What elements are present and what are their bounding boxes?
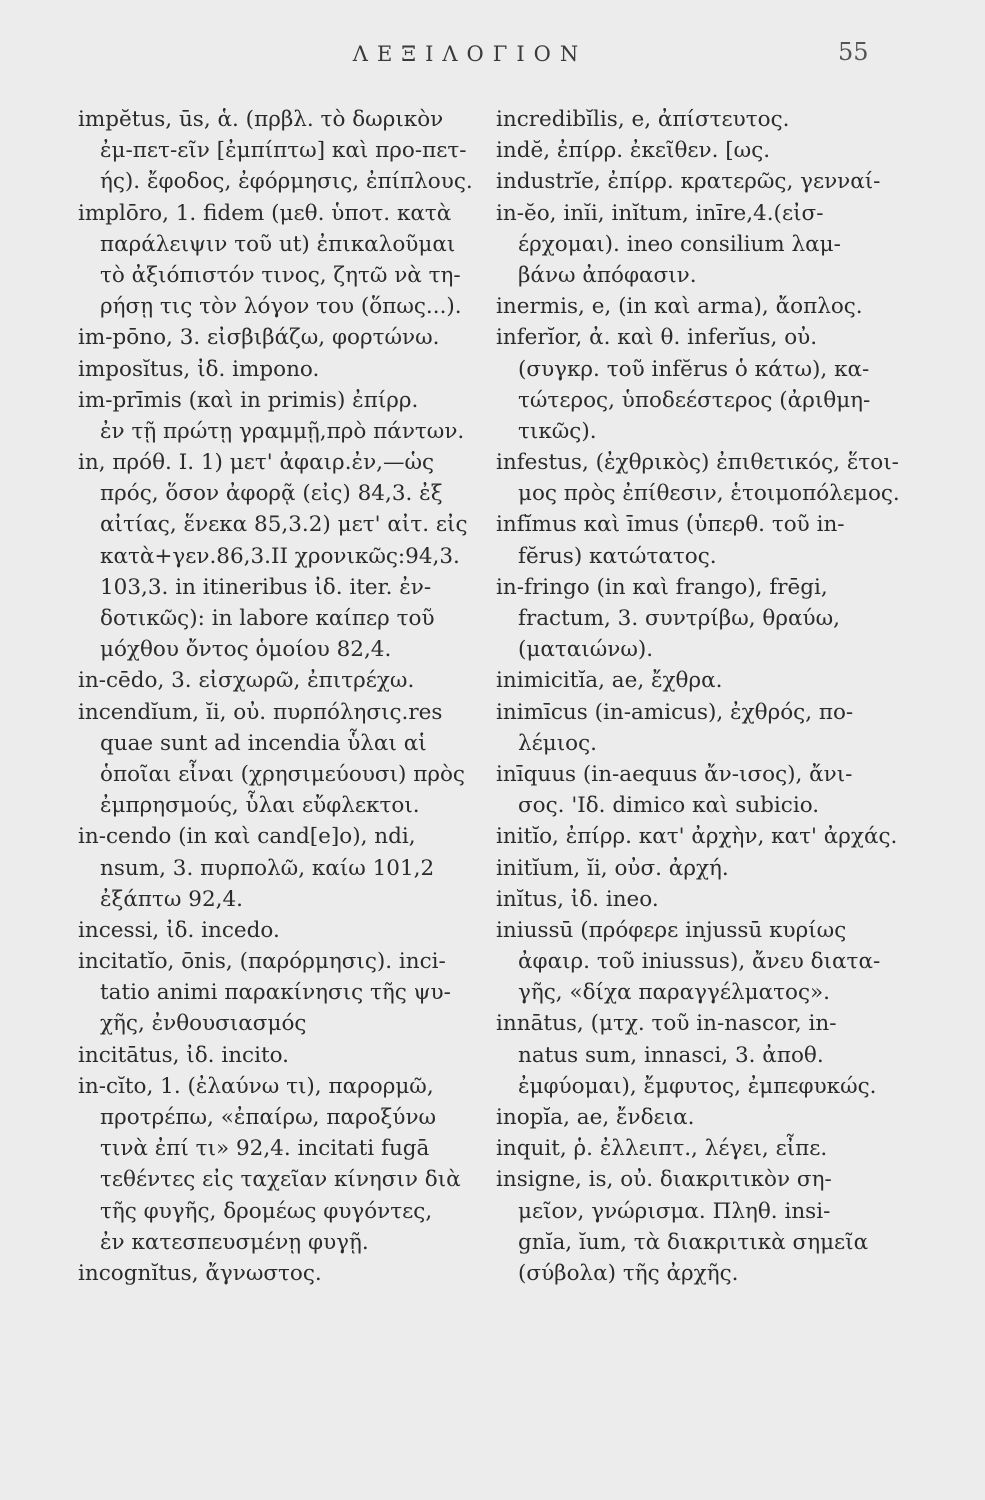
entry-continuation-line: τεθέντες εἰς ταχεῖαν κίνησιν διὰ (100, 1167, 461, 1193)
dictionary-entry-line: im-pōno, 3. εἰσβιβάζω, φορτώνω. (78, 325, 440, 351)
dictionary-entry-line: inferĭor, ἀ. καὶ θ. inferĭus, οὐ. (496, 325, 818, 351)
left-column (78, 104, 486, 1289)
entry-continuation-line: χῆς, ἐνθουσιασμός (100, 1011, 307, 1037)
entry-continuation-line: ἐμφύομαι), ἔμφυτος, ἐμπεφυκώς. (518, 1073, 877, 1099)
dictionary-entry-line: in, πρόθ. I. 1) μετ' ἀφαιρ.ἐν,—ὡς (78, 450, 435, 476)
dictionary-entry-line: infestus, (ἐχθρικὸς) ἐπιθετικός, ἕτοι- (496, 450, 899, 476)
dictionary-entry-line: inĭtus, ἰδ. ineo. (496, 886, 659, 912)
entry-continuation-line: ὁποῖαι εἶναι (χρησιμεύουσι) πρὸς (100, 761, 465, 787)
dictionary-entry-line: iniussū (πρόφερε injussū κυρίως (496, 917, 847, 943)
dictionary-entry-line: in-cēdo, 3. εἰσχωρῶ, ἐπιτρέχω. (78, 668, 415, 694)
dictionary-entry-line: infĭmus καὶ īmus (ὑπερθ. τοῦ in- (496, 512, 845, 538)
entry-continuation-line: fĕrus) κατώτατος. (518, 543, 717, 569)
entry-continuation-line: τῆς φυγῆς, δρομέως φυγόντες, (100, 1198, 433, 1224)
entry-continuation-line: μεῖον, γνώρισμα. Πληθ. insi- (518, 1198, 831, 1224)
entry-continuation-line: ἐν κατεσπευσμένῃ φυγῇ. (100, 1229, 369, 1255)
dictionary-entry-line: innātus, (μτχ. τοῦ in-nascor, in- (496, 1011, 837, 1037)
dictionary-entry-line: implōro, 1. fidem (μεθ. ὑποτ. κατὰ (78, 200, 452, 226)
dictionary-entry-line: inimīcus (in-amicus), ἐχθρός, πο- (496, 699, 854, 725)
entry-continuation-line: λέμιος. (518, 730, 597, 756)
dictionary-entry-line: imposĭtus, ἰδ. impono. (78, 356, 320, 382)
entry-continuation-line: τώτερος, ὑποδεέστερος (ἀριθμη- (518, 387, 871, 413)
entry-continuation-line: (ματαιώνω). (518, 637, 654, 663)
page-number: 55 (838, 38, 869, 66)
dictionary-entry-line: incitatĭo, ōnis, (παρόρμησις). inci- (78, 949, 446, 975)
entry-continuation-line: ἐξάπτω 92,4. (100, 886, 243, 912)
entry-continuation-line: quae sunt ad incendia ὗλαι αἱ (100, 730, 427, 756)
dictionary-entry-line: inopĭa, ae, ἔνδεια. (496, 1105, 695, 1130)
entry-continuation-line: tatio animi παρακίνησις τῆς ψυ- (100, 980, 451, 1006)
entry-continuation-line: nsum, 3. πυρπολῶ, καίω 101,2 (100, 855, 435, 881)
dictionary-entry-line: inimicitĭa, ae, ἔχθρα. (496, 668, 723, 694)
running-title: ΛΕΞΙΛΟΓΙΟΝ (352, 42, 588, 66)
dictionary-entry-line: im-prīmis (καὶ in primis) ἐπίρρ. (78, 387, 419, 413)
right-column (496, 104, 916, 1289)
entry-continuation-line: ἐμπρησμούς, ὗλαι εὔφλεκτοι. (100, 793, 420, 819)
entry-continuation-line: τινὰ ἐπί τι» 92,4. incitati fugā (100, 1136, 430, 1162)
entry-continuation-line: κατὰ+γεν.86,3.II χρονικῶς:94,3. (100, 543, 460, 569)
dictionary-entry-line: incredibĭlis, e, ἀπίστευτος. (496, 107, 790, 132)
dictionary-entry-line: insigne, is, οὐ. διακριτικὸν ση- (496, 1167, 832, 1193)
entry-continuation-line: δοτικῶς): in labore καίπερ τοῦ (100, 606, 435, 631)
entry-continuation-line: μος πρὸς ἐπίθεσιν, ἑτοιμοπόλεμος. (518, 481, 900, 507)
entry-continuation-line: fractum, 3. συντρίβω, θραύω, (518, 606, 840, 631)
entry-continuation-line: πρός, ὅσον ἀφορᾷ (εἰς) 84,3. ἐξ (100, 481, 443, 507)
entry-continuation-line: μόχθου ὄντος ὁμοίου 82,4. (100, 637, 392, 663)
dictionary-entry-line: inquit, ῥ. ἐλλειπτ., λέγει, εἶπε. (496, 1136, 828, 1162)
entry-continuation-line: ἀφαιρ. τοῦ iniussus), ἄνευ διατα- (518, 949, 881, 975)
dictionary-entry-line: incognĭtus, ἄγνωστος. (78, 1260, 322, 1286)
dictionary-entry-line: initĭo, ἐπίρρ. κατ' ἀρχὴν, κατ' ἀρχάς. (496, 824, 898, 850)
entry-continuation-line: έρχομαι). ineo consilium λαμ- (518, 231, 841, 257)
dictionary-entry-line: in-cendo (in καὶ cand[e]o), ndi, (78, 824, 416, 850)
dictionary-entry-line: incessi, ἰδ. incedo. (78, 917, 280, 943)
dictionary-entry-line: in-ĕo, inĭi, inĭtum, inīre,4.(εἰσ- (496, 200, 824, 226)
dictionary-entry-line: inīquus (in-aequus ἄν-ισος), ἄνι- (496, 761, 853, 787)
entry-continuation-line: τικῶς). (518, 418, 597, 444)
dictionary-entry-line: in-fringo (in καὶ frango), frēgi, (496, 574, 828, 600)
dictionary-entry-line: in-cĭto, 1. (ἐλαύνω τι), παρορμῶ, (78, 1073, 434, 1099)
dictionary-entry-line: inermis, e, (in καὶ arma), ἄοπλος. (496, 294, 863, 320)
entry-continuation-line: γῆς, «δίχα παραγγέλματος». (518, 980, 830, 1006)
entry-continuation-line: προτρέπω, «ἐπαίρω, παροξύνω (100, 1105, 437, 1130)
entry-continuation-line: gnĭa, ĭum, τὰ διακριτικὰ σημεῖα (518, 1229, 869, 1255)
entry-continuation-line: ἐν τῇ πρώτῃ γραμμῇ,πρὸ πάντων. (100, 418, 465, 444)
entry-continuation-line: σος. 'Ιδ. dimico καὶ subicio. (518, 793, 820, 819)
dictionary-entry-line: incendĭum, ĭi, οὐ. πυρπόλησις.res (78, 699, 443, 725)
entry-continuation-line: 103,3. in itineribus ἰδ. iter. ἐν- (100, 574, 432, 600)
dictionary-entry-line: incitātus, ἰδ. incito. (78, 1042, 290, 1068)
entry-continuation-line: (σύβολα) τῆς ἀρχῆς. (518, 1260, 739, 1286)
entry-continuation-line: ἐμ-πετ-εῖν [ἐμπίπτω] καὶ προ-πετ- (100, 138, 467, 164)
dictionary-entry-line: impĕtus, ūs, ἁ. (πρβλ. τὸ δωρικὸν (78, 107, 444, 132)
entry-continuation-line: παράλειψιν τοῦ ut) ἐπικαλοῦμαι (100, 231, 456, 257)
entry-continuation-line: τὸ ἀξιόπιστόν τινος, ζητῶ νὰ τη- (100, 262, 461, 288)
entry-continuation-line: ρήσῃ τις τὸν λόγον του (ὅπως...). (100, 294, 462, 320)
dictionary-entry-line: industrĭe, ἐπίρρ. κρατερῶς, γενναί- (496, 169, 881, 195)
entry-continuation-line: ής). ἔφοδος, ἐφόρμησις, ἐπίπλους. (100, 169, 473, 195)
entry-continuation-line: βάνω ἀπόφασιν. (518, 262, 697, 288)
entry-continuation-line: natus sum, innasci, 3. ἀποθ. (518, 1042, 824, 1068)
dictionary-entry-line: initĭum, ĭi, οὐσ. ἀρχή. (496, 855, 729, 881)
page-header (0, 38, 985, 82)
entry-continuation-line: (συγκρ. τοῦ infĕrus ὁ κάτω), κα- (518, 356, 870, 382)
entry-continuation-line: αἰτίας, ἕνεκα 85,3.2) μετ' αἰτ. εἰς (100, 512, 468, 538)
dictionary-entry-line: indĕ, ἐπίρρ. ἐκεῖθεν. [ως. (496, 138, 771, 164)
